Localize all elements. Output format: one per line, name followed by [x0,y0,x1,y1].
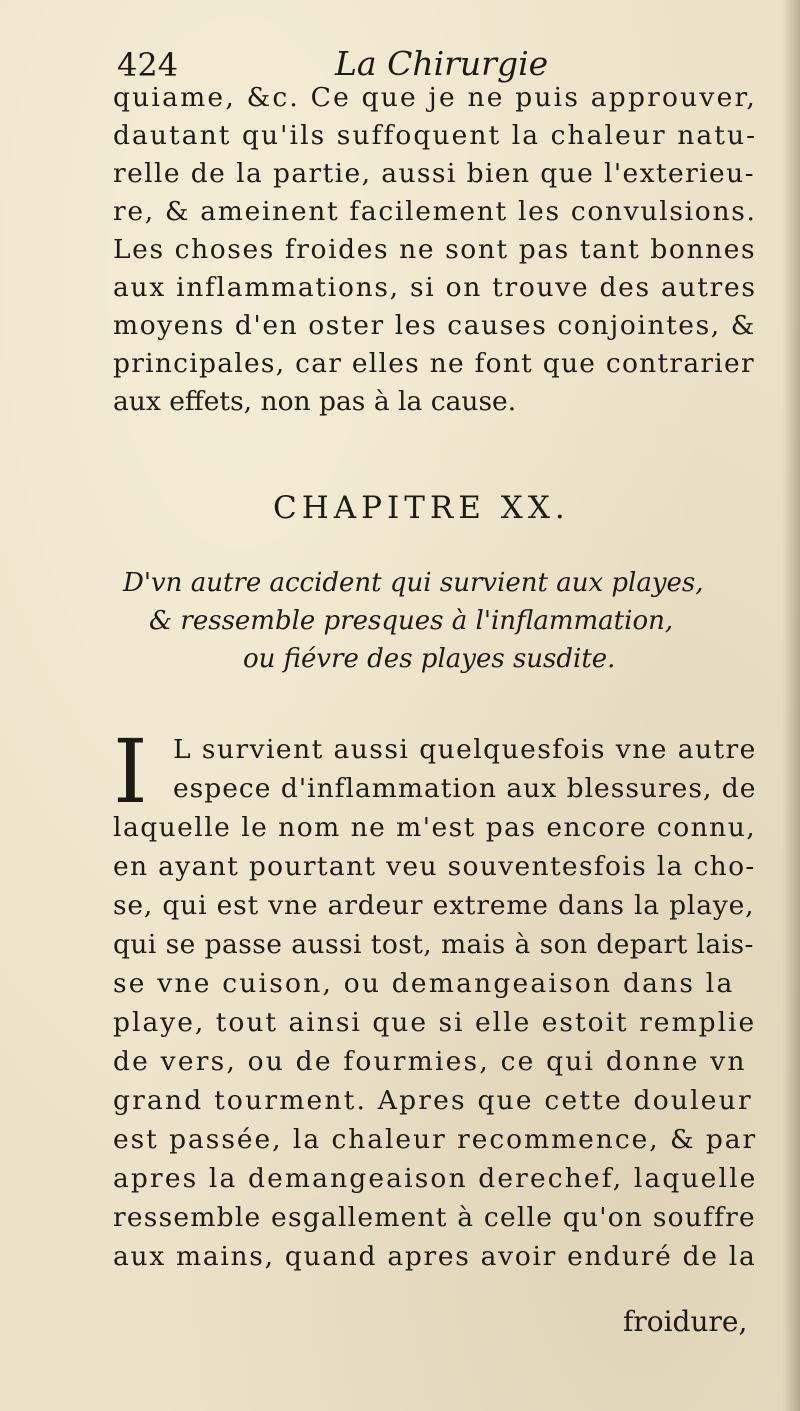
text-line: playe, tout ainsi que si elle estoit remplie [113,1007,757,1038]
text-line: relle de la partie, aussi bien que l'exterieu- [113,158,755,189]
text-line: Les choses froides ne sont pas tant bonnes [113,234,757,265]
text-line: est passée, la chaleur recommence, & par [113,1124,758,1155]
text-line: aux mains, quand apres avoir enduré de la [113,1241,757,1272]
text-line: se, qui est vne ardeur extreme dans la playe, [113,890,755,921]
running-title: La Chirurgie [335,44,549,83]
chapter-heading: CHAPITRE XX. [273,490,570,526]
page-number: 424 [117,46,179,84]
text-line: aux effets, non pas à la cause. [113,386,517,417]
text-line: principales, car elles ne font que contrarier [113,348,755,379]
catchword: froidure, [623,1305,748,1338]
text-line: laquelle le nom ne m'est pas encore connu, [113,812,757,843]
text-line: en ayant pourtant veu souventesfois la cho- [113,851,756,882]
text-line: grand tourment. Apres que cette douleur [113,1085,753,1116]
text-line: ressemble esgallement à celle qu'on souffre [113,1202,756,1233]
text-line: quiame, &c. Ce que je ne puis approuver, [113,82,758,113]
drop-cap: I [113,720,148,823]
text-line: dautant qu'ils suffoquent la chaleur natu- [113,120,758,151]
text-line: de vers, ou de fourmies, ce qui donne vn [113,1046,747,1077]
text-line: qui se passe aussi tost, mais à son depart lais- [113,929,754,960]
text-line: espece d'inflammation aux blessures, de [173,773,757,804]
text-line: L survient aussi quelquesfois vne autre [173,734,757,765]
text-line: moyens d'en oster les causes conjointes, & [113,310,756,341]
page-edge-shadow [782,0,800,1411]
text-line: se vne cuison, ou demangeaison dans la [113,968,735,999]
chapter-subtitle-line: ou fiévre des playes susdite. [243,644,616,674]
chapter-subtitle-line: & ressemble presques à l'inflammation, [149,606,674,636]
text-line: apres la demangeaison derechef, laquelle [113,1163,758,1194]
text-line: re, & ameinent facilement les convulsions. [113,196,757,227]
chapter-subtitle-line: D'vn autre accident qui survient aux playes, [123,568,704,598]
text-line: aux inflammations, si on trouve des autres [113,272,757,303]
